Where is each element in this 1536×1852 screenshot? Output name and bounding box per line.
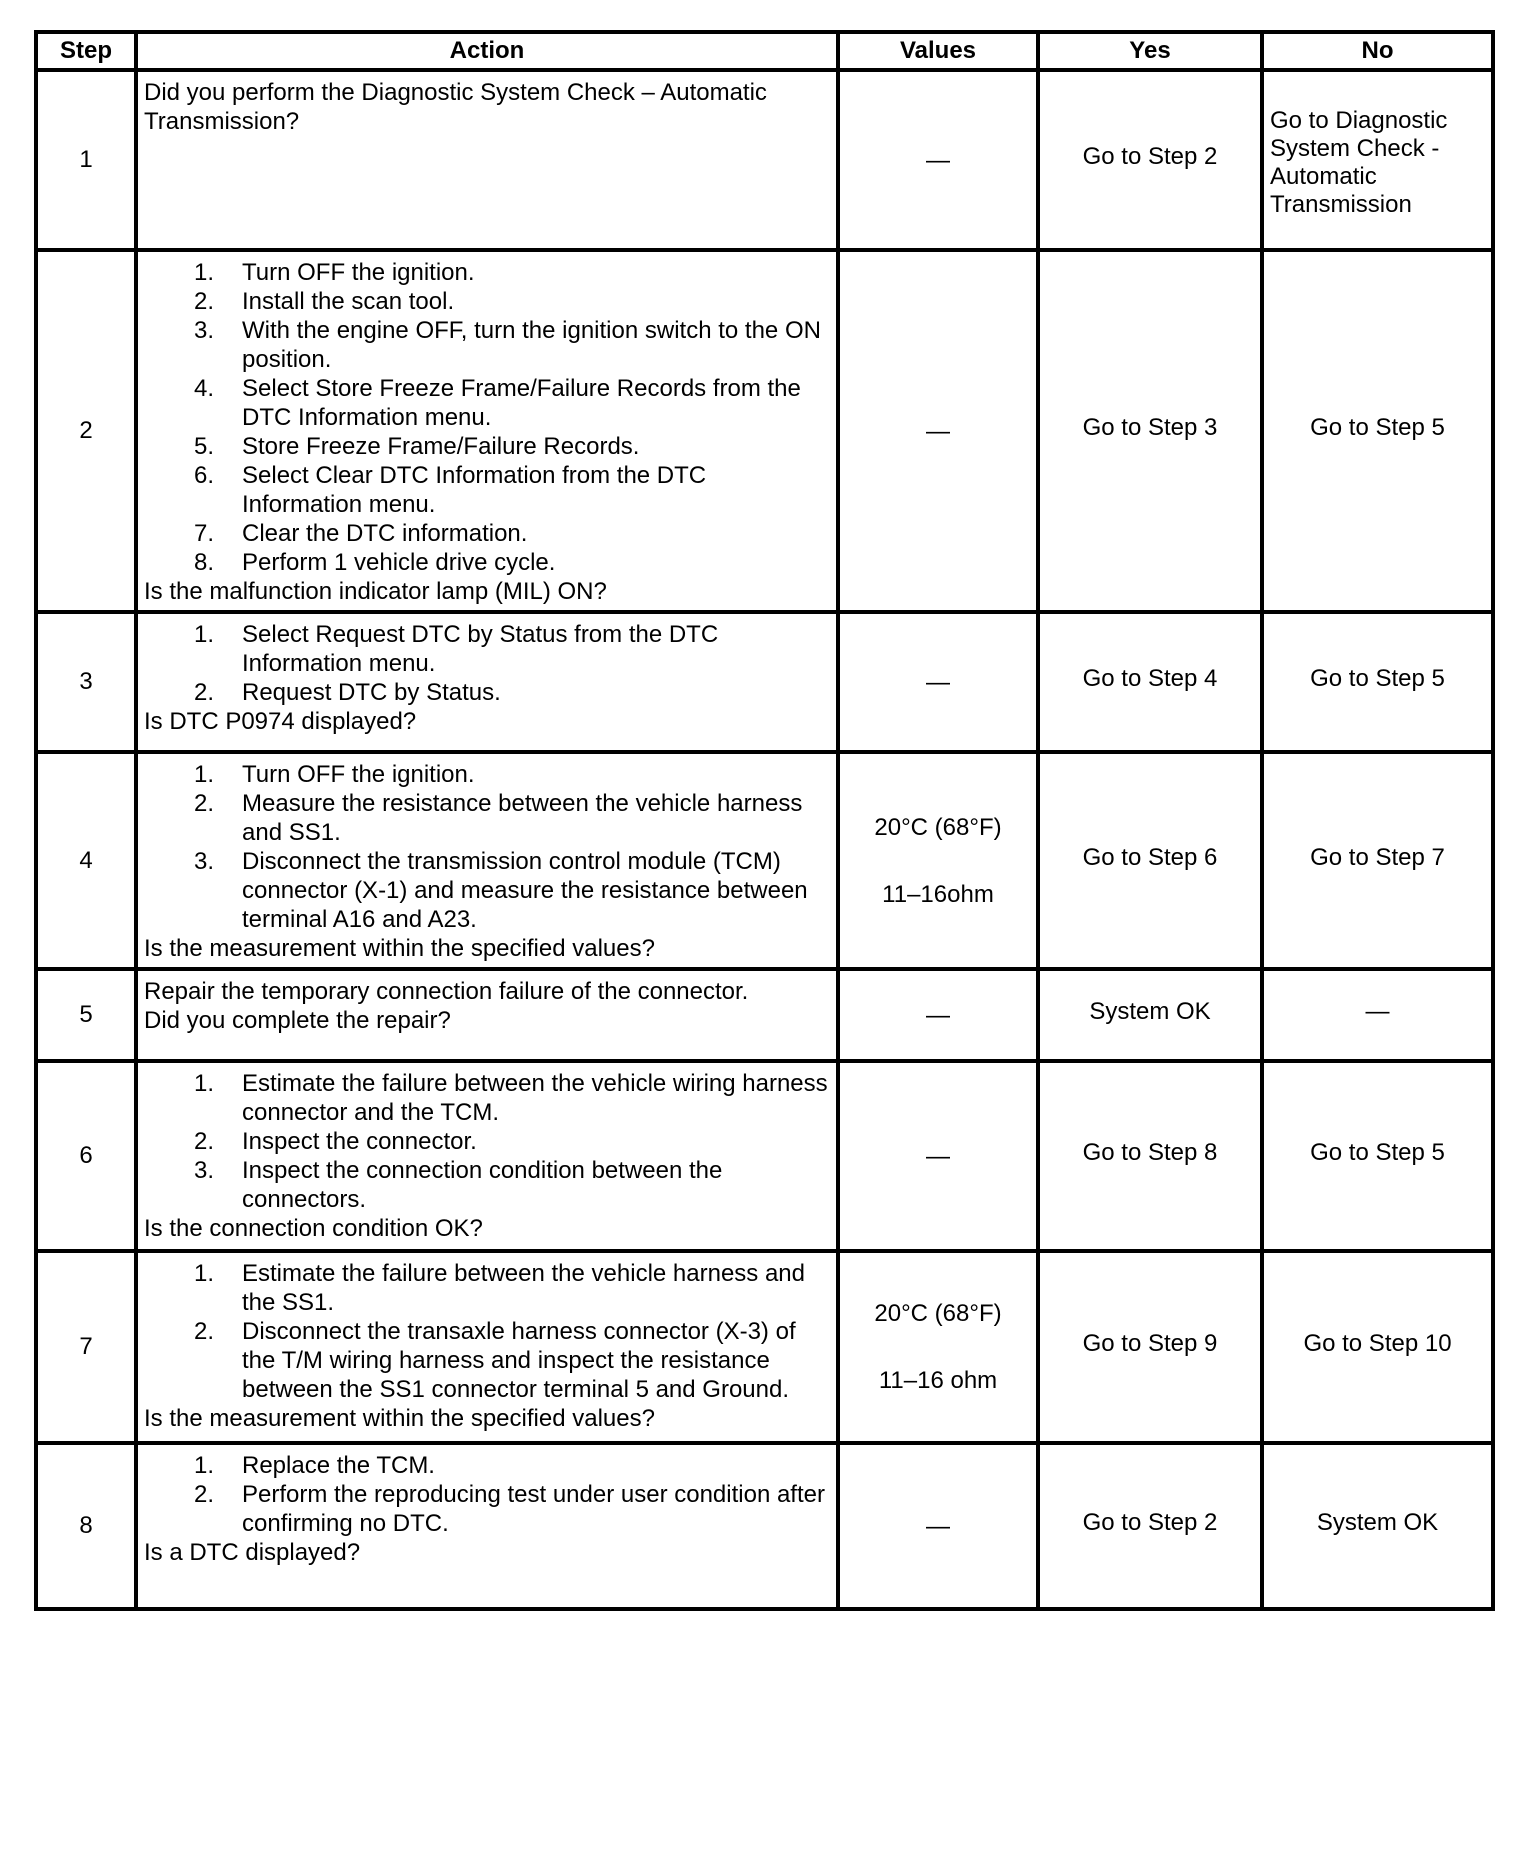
action-step: 3. Inspect the connection condition between the connectors. xyxy=(193,1157,723,1213)
step-number: 3 xyxy=(36,612,136,752)
action-step: 1. Estimate the failure between the vehicle harness and the SS1. xyxy=(193,1260,806,1316)
table-row xyxy=(36,969,1493,1061)
action-question: Is the connection condition OK? xyxy=(144,1215,483,1242)
action-step: 1. Estimate the failure between the vehicle wiring harness connector and the TCM. xyxy=(193,1070,828,1126)
yes-link[interactable]: Go to Step 2 xyxy=(1082,143,1218,170)
no-cell xyxy=(1262,752,1493,969)
table-row xyxy=(36,250,1493,612)
header-action: Action xyxy=(136,32,838,70)
no-link[interactable]: System OK xyxy=(1316,1509,1439,1536)
table-row xyxy=(36,1443,1493,1609)
action-steps xyxy=(144,620,830,707)
action-step: 3. With the engine OFF, turn the ignition switch to the ON position. xyxy=(193,317,821,373)
table-row xyxy=(36,752,1493,969)
no-link[interactable]: Go to Step 5 xyxy=(1310,665,1445,692)
yes-link[interactable]: Go to Step 3 xyxy=(1082,414,1218,441)
no-cell xyxy=(1262,250,1493,612)
yes-link[interactable]: System OK xyxy=(1089,998,1211,1025)
value-dash: — xyxy=(926,1001,950,1029)
action-step: 7. Clear the DTC information. xyxy=(193,520,528,547)
action-step: 8. Perform 1 vehicle drive cycle. xyxy=(193,549,556,576)
no-cell xyxy=(1262,1251,1493,1443)
value-temperature: 20°C (68°F) xyxy=(874,813,1002,841)
diagnostic-table xyxy=(34,30,1495,1611)
action-cell xyxy=(136,70,838,250)
yes-cell xyxy=(1038,1061,1262,1251)
action-step: 1. Turn OFF the ignition. xyxy=(193,259,475,286)
action-text: Did you perform the Diagnostic System Check – Automatic Transmission? xyxy=(144,79,767,135)
action-step: 4. Select Store Freeze Frame/Failure Records from the DTC Information menu. xyxy=(193,375,801,431)
step-number: 5 xyxy=(36,969,136,1061)
yes-link[interactable]: Go to Step 2 xyxy=(1082,1509,1218,1536)
action-question: Is the measurement within the specified values? xyxy=(144,935,655,962)
action-step: 5. Store Freeze Frame/Failure Records. xyxy=(193,433,640,460)
action-step: 1. Turn OFF the ignition. xyxy=(193,761,475,788)
no-cell xyxy=(1262,612,1493,752)
value-resistance: 11–16 ohm xyxy=(878,1367,998,1394)
value-dash: — xyxy=(926,1142,950,1170)
table-row xyxy=(36,1251,1493,1443)
step-number: 4 xyxy=(36,752,136,969)
values-cell xyxy=(838,70,1038,250)
value-dash: — xyxy=(926,417,950,445)
action-step: 2. Measure the resistance between the vehicle harness and SS1. xyxy=(193,790,803,846)
no-cell xyxy=(1262,1443,1493,1609)
value-dash: — xyxy=(926,668,950,696)
yes-cell xyxy=(1038,250,1262,612)
yes-link[interactable]: Go to Step 6 xyxy=(1082,843,1218,871)
action-step: 2. Disconnect the transaxle harness connector (X-3) of the T/M wiring harness and inspect the resistance between the SS1 connector terminal 5 and Ground. xyxy=(193,1318,796,1403)
values-cell xyxy=(838,1061,1038,1251)
no-cell xyxy=(1262,70,1493,250)
yes-link[interactable]: Go to Step 4 xyxy=(1082,665,1218,692)
values-cell xyxy=(838,1251,1038,1443)
no-link[interactable]: Go to Step 10 xyxy=(1303,1330,1452,1357)
values-cell xyxy=(838,250,1038,612)
action-step: 1. Select Request DTC by Status from the DTC Information menu. xyxy=(193,621,719,677)
yes-cell xyxy=(1038,612,1262,752)
action-cell xyxy=(136,1251,838,1443)
yes-cell xyxy=(1038,1443,1262,1609)
table-body xyxy=(36,70,1493,1609)
step-number: 6 xyxy=(36,1061,136,1251)
yes-cell xyxy=(1038,752,1262,969)
action-cell xyxy=(136,752,838,969)
yes-cell xyxy=(1038,969,1262,1061)
action-step: 1. Replace the TCM. xyxy=(193,1452,435,1479)
table-row xyxy=(36,1061,1493,1251)
action-steps xyxy=(144,760,830,934)
no-cell xyxy=(1262,1061,1493,1251)
action-question: Is a DTC displayed? xyxy=(144,1539,361,1566)
action-cell xyxy=(136,250,838,612)
action-text: Repair the temporary connection failure of the connector. xyxy=(144,978,749,1005)
value-dash: — xyxy=(926,1512,950,1540)
action-step: 2. Inspect the connector. xyxy=(193,1128,477,1155)
header-step: Step xyxy=(36,32,136,70)
step-number: 7 xyxy=(36,1251,136,1443)
yes-cell xyxy=(1038,70,1262,250)
action-step: 6. Select Clear DTC Information from the DTC Information menu. xyxy=(193,462,707,518)
table-row xyxy=(36,612,1493,752)
no-link[interactable]: Go to Diagnostic System Check - Automatic Transmission xyxy=(1270,107,1448,218)
action-steps xyxy=(144,1069,830,1214)
step-number: 1 xyxy=(36,70,136,250)
header-values: Values xyxy=(838,32,1038,70)
header-row xyxy=(36,32,1493,70)
header-yes: Yes xyxy=(1038,32,1262,70)
values-cell xyxy=(838,752,1038,969)
yes-link[interactable]: Go to Step 8 xyxy=(1082,1139,1218,1166)
action-steps xyxy=(144,1259,830,1404)
values-cell xyxy=(838,1443,1038,1609)
action-question: Did you complete the repair? xyxy=(144,1007,451,1034)
no-link[interactable]: Go to Step 5 xyxy=(1310,1139,1445,1166)
action-step: 2. Request DTC by Status. xyxy=(193,679,501,706)
step-number: 2 xyxy=(36,250,136,612)
action-cell xyxy=(136,612,838,752)
action-steps xyxy=(144,258,830,577)
action-question: Is the measurement within the specified values? xyxy=(144,1405,655,1432)
table-row xyxy=(36,70,1493,250)
values-cell xyxy=(838,612,1038,752)
no-cell xyxy=(1262,969,1493,1061)
value-temperature: 20°C (68°F) xyxy=(874,1300,1002,1327)
action-step: 3. Disconnect the transmission control module (TCM) connector (X-1) and measure the resistance between terminal A16 and A23. xyxy=(193,848,808,933)
value-dash: — xyxy=(926,146,950,174)
header-no: No xyxy=(1262,32,1493,70)
action-step: 2. Perform the reproducing test under user condition after confirming no DTC. xyxy=(193,1481,825,1537)
action-step: 2. Install the scan tool. xyxy=(193,288,455,315)
values-cell xyxy=(838,969,1038,1061)
action-cell xyxy=(136,1443,838,1609)
action-cell xyxy=(136,969,838,1061)
action-question: Is DTC P0974 displayed? xyxy=(144,708,417,735)
action-steps xyxy=(144,1451,830,1538)
yes-cell xyxy=(1038,1251,1262,1443)
no-dash: — xyxy=(1365,998,1390,1025)
value-resistance: 11–16ohm xyxy=(882,880,994,908)
no-link[interactable]: Go to Step 5 xyxy=(1310,414,1445,441)
yes-link[interactable]: Go to Step 9 xyxy=(1082,1330,1218,1357)
step-number: 8 xyxy=(36,1443,136,1609)
action-cell xyxy=(136,1061,838,1251)
no-link[interactable]: Go to Step 7 xyxy=(1310,843,1445,871)
action-question: Is the malfunction indicator lamp (MIL) ON? xyxy=(144,578,607,605)
